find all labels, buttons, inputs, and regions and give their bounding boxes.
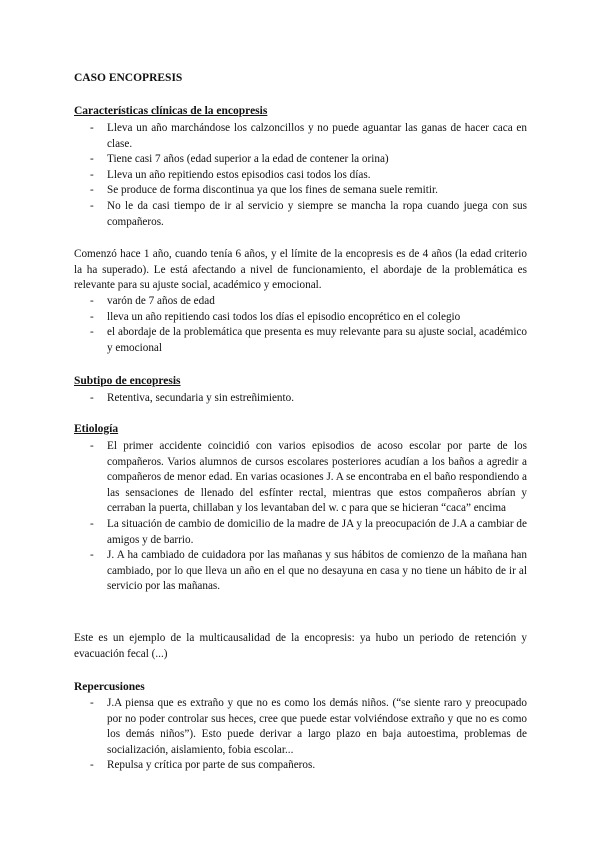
list-item [90, 325, 527, 356]
heading-etiologia: Etiología [74, 423, 119, 435]
bullet-dash: - [90, 440, 94, 452]
list-item-text: Tiene casi 7 años (edad superior a la edad de contener la orina) [107, 153, 389, 166]
list-caracteristicas [90, 121, 527, 230]
list-item [90, 548, 527, 595]
list-item [90, 517, 527, 548]
heading-repercusiones: Repercusiones [74, 681, 145, 693]
list-item [90, 152, 527, 168]
list-item-text: La situación de cambio de domicilio de la madre de JA y la preocupación de J.A a cambiar de amigos y de barrio. [107, 517, 527, 546]
list-item-text: J. A ha cambiado de cuidadora por las mañanas y sus hábitos de comienzo de la mañana han cambiado, por lo que lleva un año en el que no desayuna en casa y no tiene un hábito de ir al servicio por las mañanas. [107, 549, 527, 593]
list-item-text: Repulsa y crítica por parte de sus compañeros. [107, 759, 316, 772]
bullet-dash: - [90, 392, 94, 404]
list-item-text: lleva un año repitiendo casi todos los días el episodio encoprético en el colegio [107, 310, 461, 323]
bullet-dash: - [90, 199, 94, 212]
heading-subtipo: Subtipo de encopresis [74, 375, 181, 387]
list-item-text: El primer accidente coincidió con varios episodios de acoso escolar por parte de los compañeros. Varios alumnos de cursos escolares posteriores acudían a los baños a agredir a compañeros de menor edad. En varias ocasiones J. A se encontraba en el baño respondiendo a las sensaciones de llenado del esfínter rectal, mientras que estos compañeros abrían y cerraban la puerta, chillaban y los levantaban del w. c para que se hicieran “caca” encima [107, 440, 527, 515]
bullet-dash: - [90, 153, 94, 166]
paragraph-comienzo: Comenzó hace 1 año, cuando tenía 6 años, y el límite de la encopresis es de 4 años (la edad criterio la ha superado). Le está afectando a nivel de funcionamiento, el abordaje de la problemática es relevante para su ajuste social, académico y emocional. [74, 248, 527, 292]
bullet-dash: - [90, 295, 94, 307]
bullet-dash: - [90, 697, 94, 709]
list-item-text: Se produce de forma discontinua ya que los fines de semana suele remitir. [107, 184, 438, 197]
list-item [90, 121, 527, 152]
list-item [90, 294, 527, 310]
list-etiologia [90, 439, 527, 595]
list-item-text: el abordaje de la problemática que presenta es muy relevante para su ajuste social, académico y emocional [107, 326, 527, 354]
list-repercusiones [90, 696, 527, 774]
list-item [90, 199, 527, 230]
heading-caracteristicas: Características clínicas de la encopresis [74, 105, 268, 117]
list-subtipo [90, 391, 527, 407]
list-item [90, 391, 527, 407]
bullet-dash: - [90, 168, 94, 181]
list-item-text: J.A piensa que es extraño y que no es como los demás niños. (“se siente raro y preocupado por no poder controlar sus heces, cree que puede estar volviéndose extraño y que no es como los demás niños”). Esto puede derivar a largo plazo en baja autoestima, problemas de socialización, aislamiento, fobia escolar... [107, 697, 527, 756]
list-item [90, 168, 527, 184]
paragraph-multicausalidad: Este es un ejemplo de la multicausalidad de la encopresis: ya hubo un periodo de retención y evacuación fecal (...) [74, 632, 527, 660]
list-item-text: Lleva un año repitiendo estos episodios casi todos los días. [107, 168, 371, 181]
list-item [90, 696, 527, 758]
bullet-dash: - [90, 759, 94, 772]
list-item-text: Lleva un año marchándose los calzoncillos y no puede aguantar las ganas de hacer caca en clase. [107, 122, 527, 150]
list-item-text: varón de 7 años de edad [107, 295, 215, 307]
list-item-text: Retentiva, secundaria y sin estreñimiento. [107, 392, 295, 404]
list-item [90, 183, 527, 199]
list-item [90, 310, 527, 326]
list-item [90, 439, 527, 517]
document-title: CASO ENCOPRESIS [74, 72, 183, 84]
bullet-dash: - [90, 549, 94, 562]
bullet-dash: - [90, 310, 94, 323]
bullet-dash: - [90, 184, 94, 197]
bullet-dash: - [90, 122, 94, 134]
bullet-dash: - [90, 326, 94, 339]
bullet-dash: - [90, 517, 94, 530]
list-item [90, 758, 527, 774]
list-comienzo [90, 294, 527, 356]
list-item-text: No le da casi tiempo de ir al servicio y siempre se mancha la ropa cuando juega con sus compañeros. [107, 199, 527, 228]
